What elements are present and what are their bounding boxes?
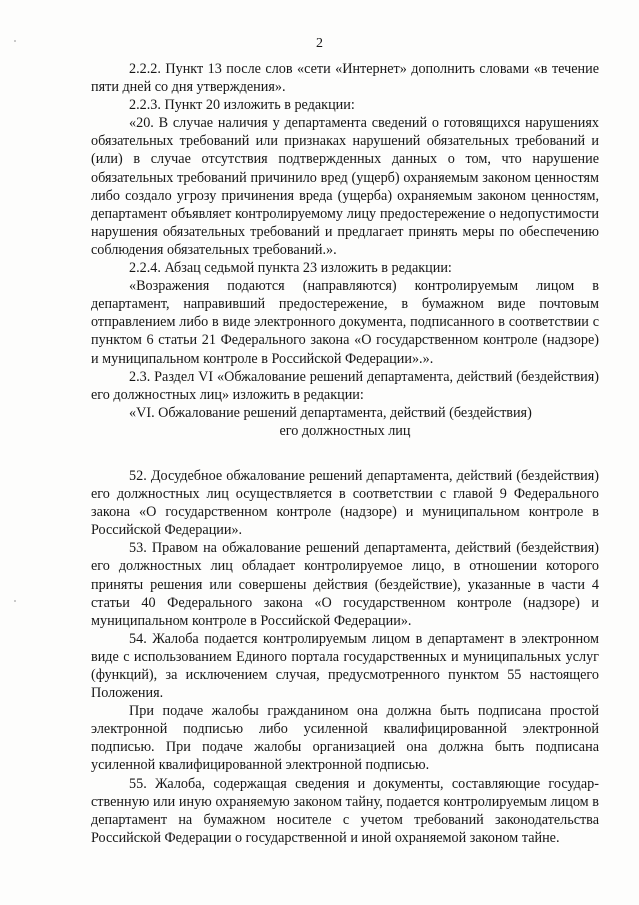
section-heading-line1: «VI. Обжалование решений департамента, действий (бездействия) (129, 404, 532, 421)
document-body (91, 60, 599, 847)
paragraph-2-3: 2.3. Раздел VI «Обжалование решений департамента, действий (бездействия) его должностных лиц» изложить в редакции: (91, 368, 599, 403)
paragraph-2-2-2: 2.2.2. Пункт 13 после слов «сети «Интернет» дополнить словами «в течение пяти дней со дня утверждения». (91, 61, 599, 96)
paragraph-2-2-3: 2.2.3. Пункт 20 изложить в редакции: (129, 97, 355, 114)
paragraph-point-53: 53. Правом на обжалование решений департамента, действий (бездействия) его должностных лиц обладает контролируемое лицо, в отношении которого приняты решения или совершены действия (бездействие), указанные в части 4 статьи 40 Федерального закона «О государственном контроле (надзоре) и муниципальном контроле в Российской Федерации». (91, 540, 599, 629)
paragraph-2-2-4: 2.2.4. Абзац седьмой пункта 23 изложить в редакции: (129, 260, 452, 277)
paragraph-point-52: 52. Досудебное обжалование решений департамента, действий (бездействия) его должностных лиц осуществляется в соответствии с главой 9 Федерального закона «О государственном контроле (надзоре) и муниципальном контроле в Российской Федерации». (91, 467, 599, 539)
page-number: 2 (316, 36, 323, 51)
section-heading (91, 404, 599, 440)
scan-artifact (14, 600, 16, 602)
paragraph-point-20: «20. В случае наличия у департамента сведений о готовящихся нарушениях обязательных требований или признаках нарушений обязательных требований и (или) в случае отсутствия подтвержденных данных о том, что нарушение обязательных требований причинило вред (ущерб) охраняемым законом ценностям либо создало угрозу причинения вреда (ущерба) охраняемым законом ценностям, департамент объявляет контролируемому лицу предостережение о недопустимости нарушения обязательных требований и предлагает принять меры по обеспечению соблюдения обязательных требований.». (91, 115, 599, 258)
paragraph-point-54: 54. Жалоба подается контролируемым лицом в департамент в электронном виде с использованием Единого портала государственных и муниципальных услуг (функций), за исключением случая, предусмотренного пунктом 55 настоящего Положения. (91, 630, 599, 702)
paragraph-objections: «Возражения подаются (направляются) контролируемым лицом в департамент, направивший предостережение, в бумажном виде почтовым отправлением либо в виде электронного документа, подписанного в соответствии с пунктом 6 статьи 21 Федерального закона «О государственном контроле (надзоре) и муниципальном контроле в Российской Федерации».». (91, 278, 599, 367)
paragraph-signature-rules: При подаче жалобы гражданином она должна быть подписана простой электронной подписью либо усиленной квалифицированной электронной подписью. При подаче жалобы организацией она должна быть подписана усиленной квалифицированной электронной подписью. (91, 703, 599, 774)
section-heading-line2: его должностных лиц (279, 422, 411, 439)
heading-spacer (91, 440, 599, 467)
paragraph-point-55: 55. Жалоба, содержащая сведения и документы, составляющие государственную или иную охраняемую законом тайну, подается контролируемым лицом в департамент на бумажном носителе с учетом требований законодательства Российской Федерации о государственной и иной охраняемой законом тайне. (91, 775, 599, 846)
